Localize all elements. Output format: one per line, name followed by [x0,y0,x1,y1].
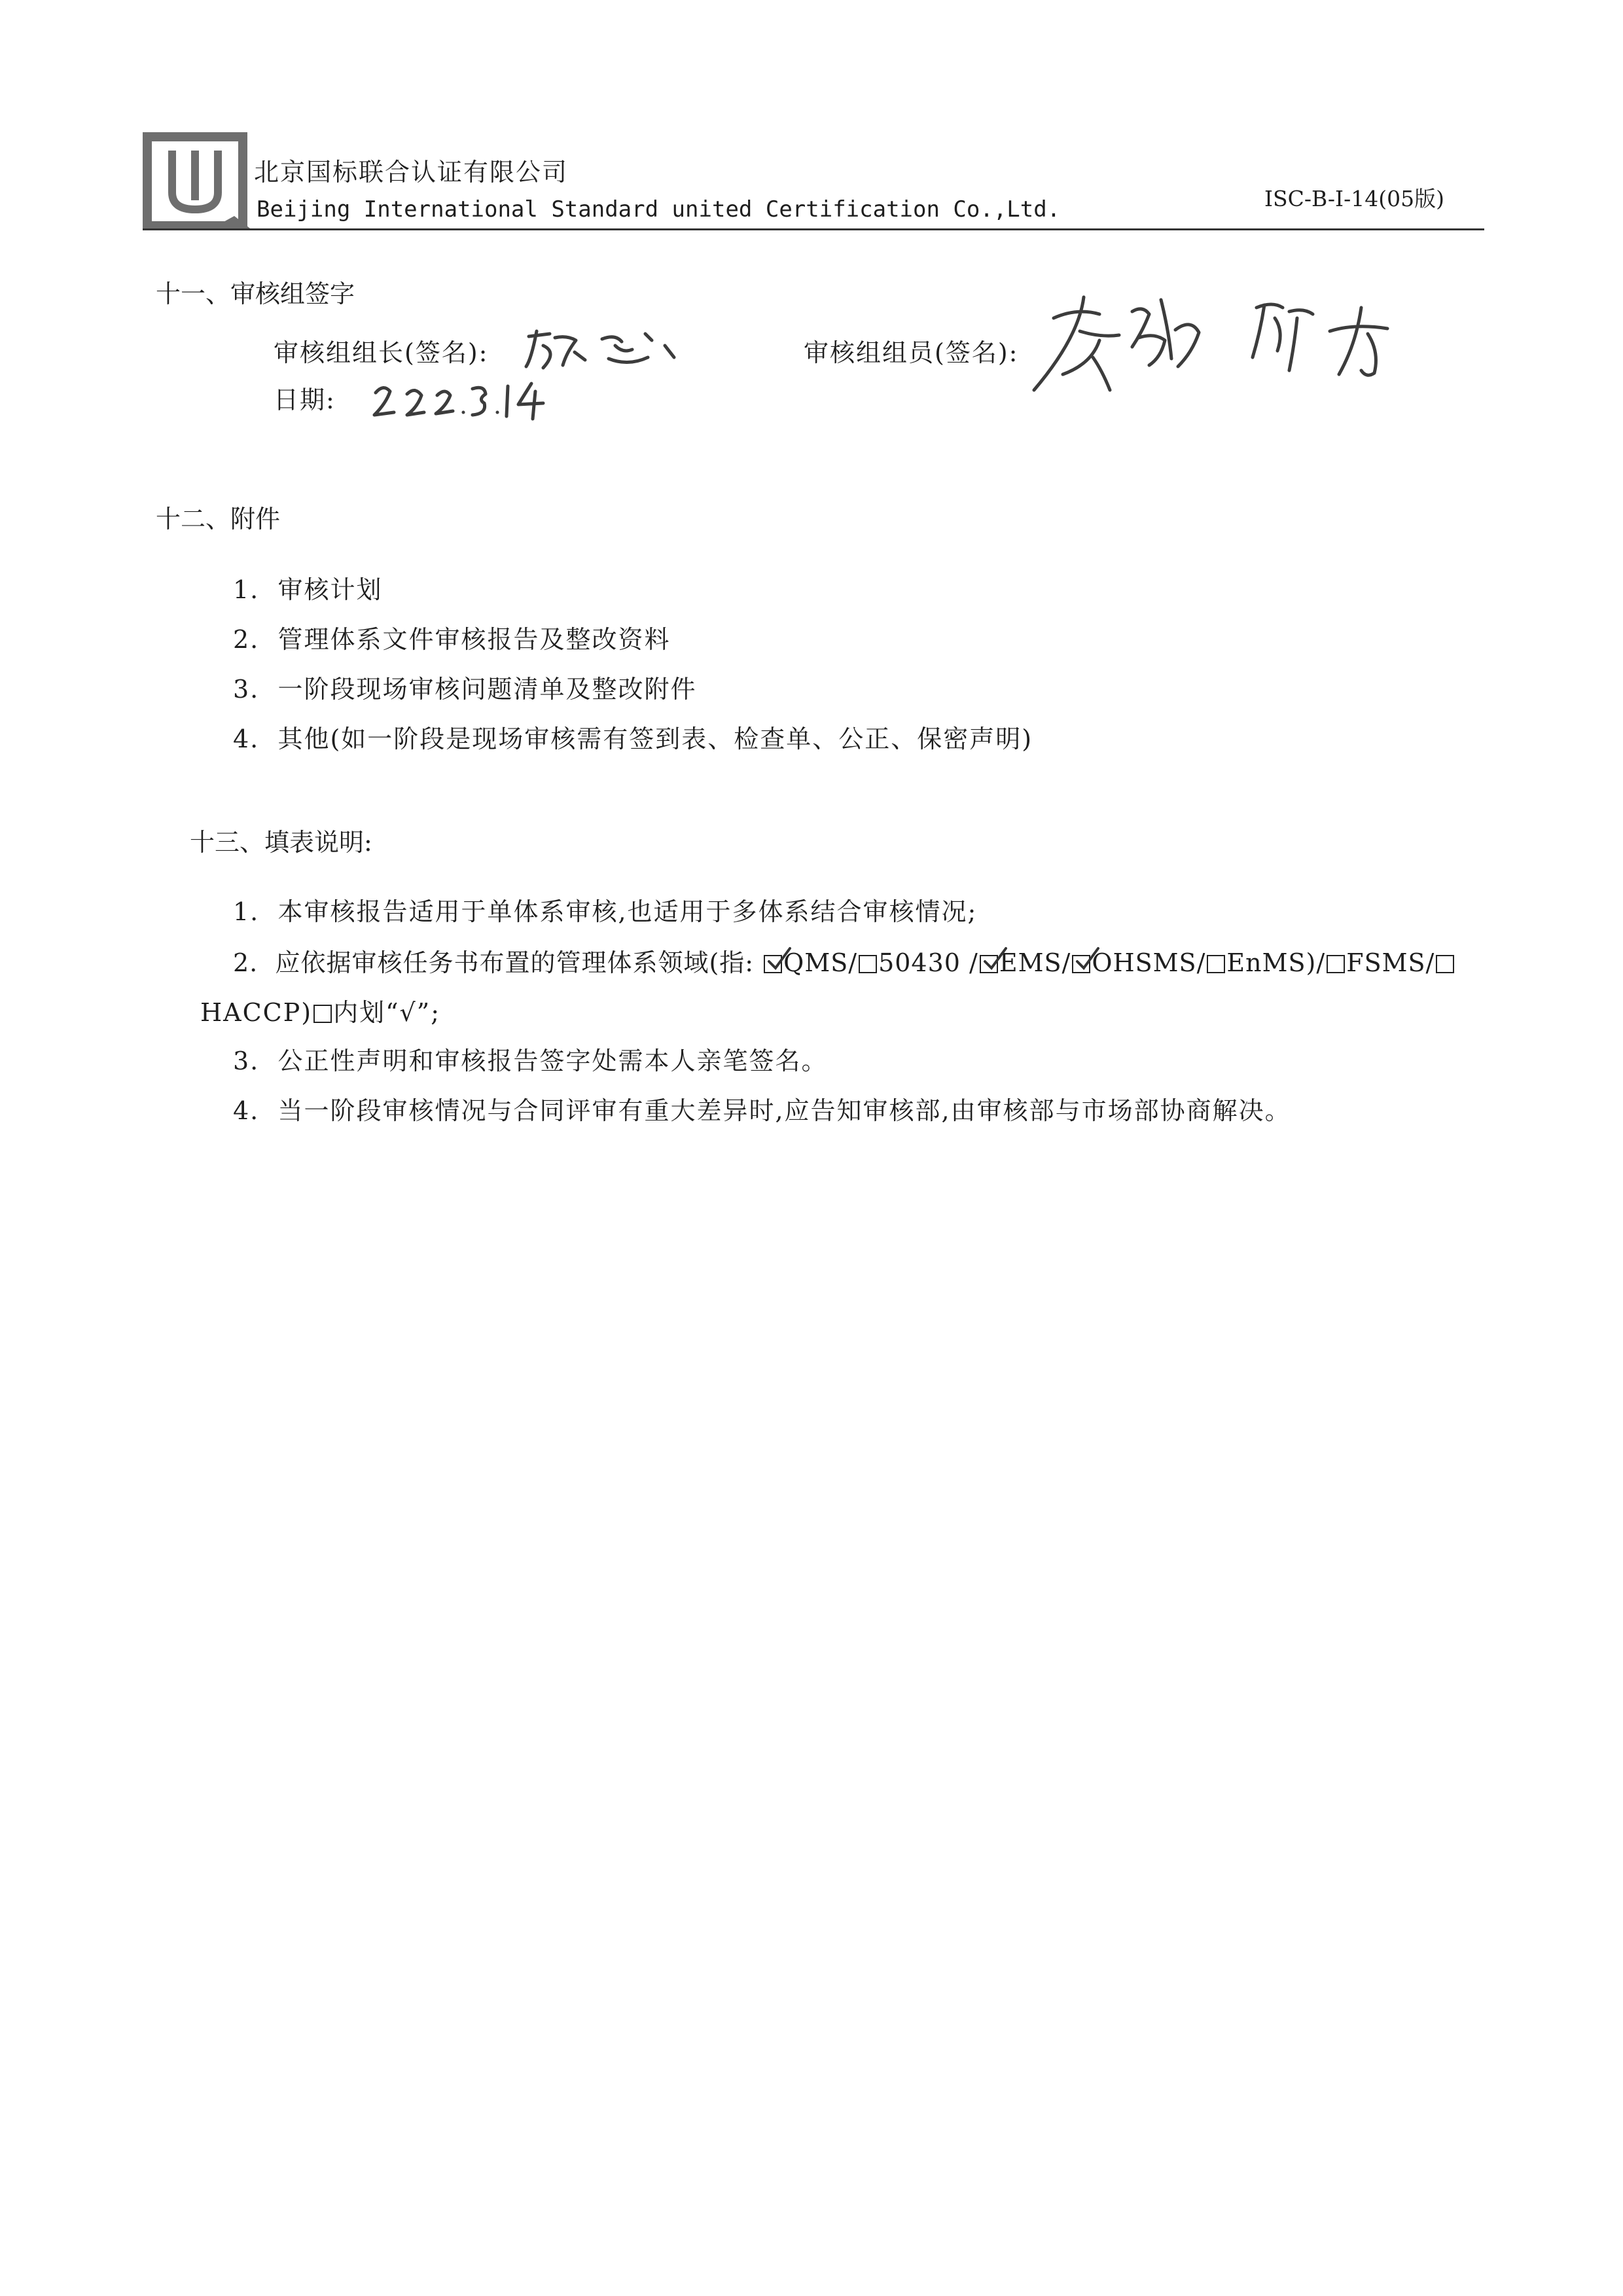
document-code: ISC-B-I-14(05版) [1264,186,1444,211]
attachment-item: 2. 管理体系文件审核报告及整改资料 [233,625,671,654]
checkbox-label: EnMS)/ [1226,948,1326,977]
checkbox-ems [980,955,998,973]
header-divider [143,228,1484,230]
instruction-item: 3. 公正性声明和审核报告签字处需本人亲笔签名。 [233,1047,828,1075]
checkbox-label: EMS/ [999,948,1071,977]
checkbox-haccp [1436,955,1454,973]
checkbox-label: 50430 / [878,948,978,977]
handwritten-date [369,374,559,425]
checkbox-label: QMS/ [783,948,858,977]
checkbox [313,1005,332,1023]
member-signature-label: 审核组组员(签名): [804,338,1019,367]
checkbox-label: FSMS/ [1346,948,1435,977]
company-name-cn: 北京国标联合认证有限公司 [254,158,569,187]
section-11-title: 十一、审核组签字 [156,279,355,308]
company-name-en: Beijing International Standard united Certification Co.,Ltd. [257,196,1061,223]
checkbox-ohsms [1072,955,1090,973]
attachment-item: 4. 其他(如一阶段是现场审核需有签到表、检查单、公正、保密声明) [233,725,1033,753]
instruction-item: 2. 应依据审核任务书布置的管理体系领域(指: QMS/ 50430 / EMS/ OHSMS/ EnMS)/ FSMS/ [233,942,1455,978]
instruction-item-continued: HACCP) 内划“√”; [200,998,440,1027]
attachment-item: 3. 一阶段现场审核问题清单及整改附件 [233,675,697,704]
leader-signature [517,319,687,378]
attachment-item: 1. 审核计划 [233,575,383,604]
checkbox-enms [1207,955,1225,973]
checkbox-fsms [1327,955,1345,973]
company-logo [143,132,253,237]
leader-signature-label: 审核组组长(签名): [274,338,489,367]
checkbox-qms [764,955,782,973]
date-label: 日期: [274,386,336,414]
instruction-item: 1. 本审核报告适用于单体系审核,也适用于多体系结合审核情况; [233,897,978,926]
checkbox-label: OHSMS/ [1092,948,1206,977]
checkbox-50430 [859,955,877,973]
section-12-title: 十二、附件 [156,505,281,533]
instruction-item: 4. 当一阶段审核情况与合同评审有重大差异时,应告知审核部,由审核部与市场部协商解决。 [233,1096,1291,1125]
section-13-title: 十三、填表说明: [190,828,372,857]
member-signatures [1021,292,1427,403]
